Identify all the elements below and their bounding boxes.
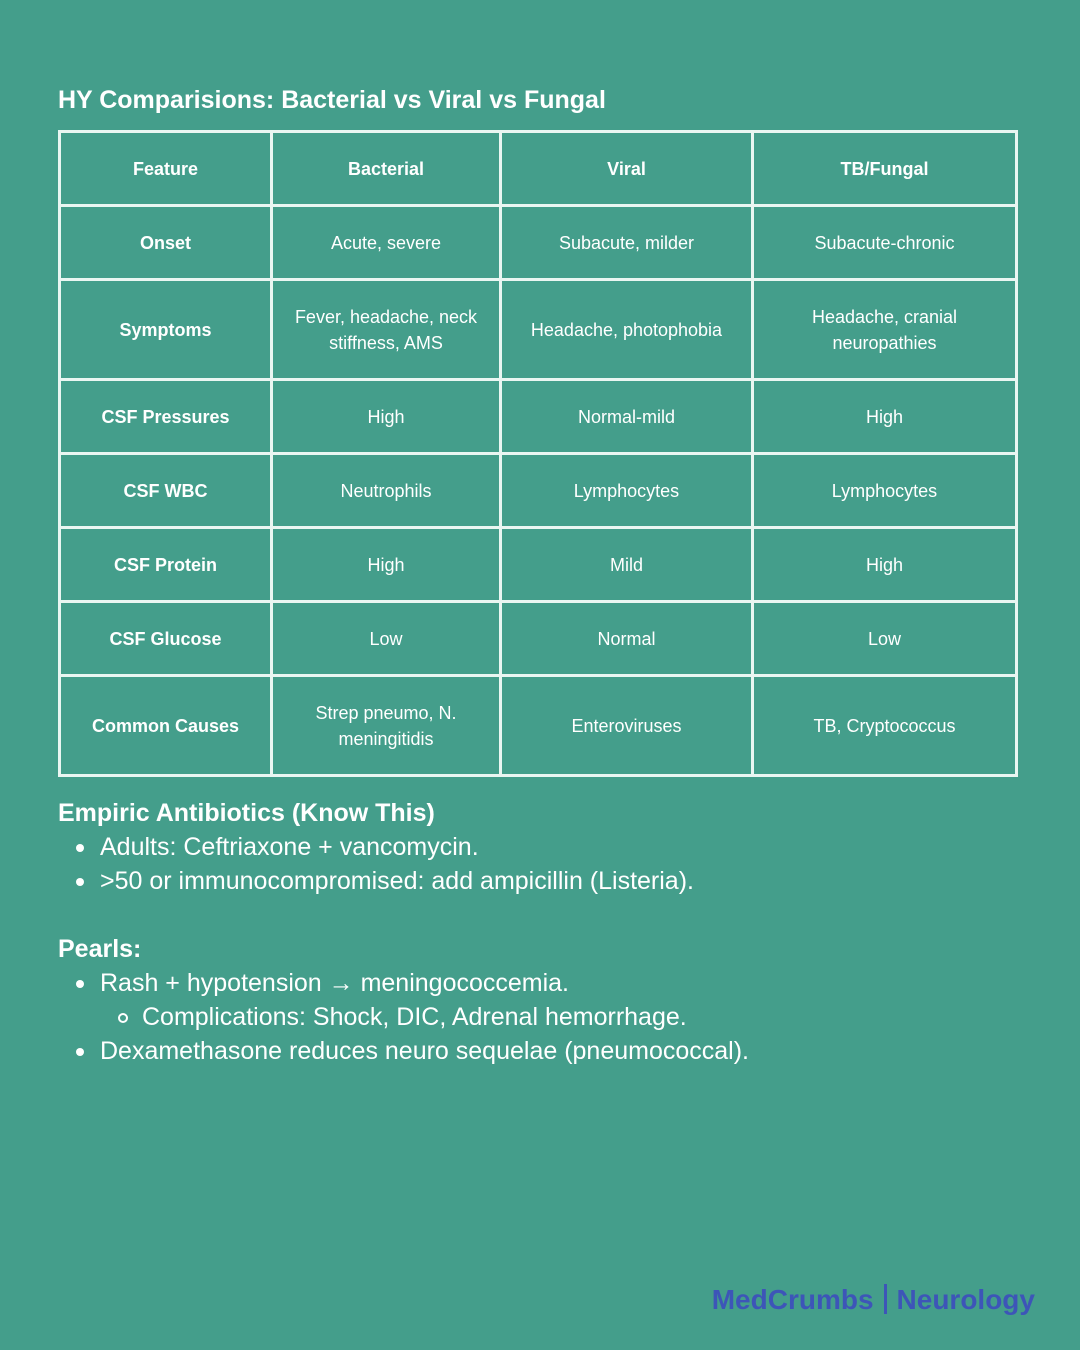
table-header-row bbox=[60, 132, 1017, 206]
empiric-list bbox=[58, 830, 1038, 898]
bacterial-cell: Strep pneumo, N. meningitidis bbox=[272, 676, 501, 776]
fungal-cell: Lymphocytes bbox=[753, 454, 1017, 528]
bacterial-cell: Fever, headache, neck stiffness, AMS bbox=[272, 280, 501, 380]
header-feature: Feature bbox=[60, 132, 272, 206]
feature-cell: CSF Protein bbox=[60, 528, 272, 602]
viral-cell: Subacute, milder bbox=[501, 206, 753, 280]
list-item-text: >50 or immunocompromised: add ampicillin (Listeria). bbox=[100, 867, 694, 895]
feature-cell: Common Causes bbox=[60, 676, 272, 776]
hollow-bullet-icon bbox=[118, 1013, 128, 1023]
list-item bbox=[58, 830, 1038, 864]
table-row bbox=[60, 528, 1017, 602]
feature-cell: Symptoms bbox=[60, 280, 272, 380]
bacterial-cell: Neutrophils bbox=[272, 454, 501, 528]
bacterial-cell: Low bbox=[272, 602, 501, 676]
fungal-cell: High bbox=[753, 380, 1017, 454]
bacterial-cell: High bbox=[272, 380, 501, 454]
bullet-icon bbox=[76, 844, 84, 852]
list-item bbox=[58, 966, 1038, 1000]
comparison-table bbox=[58, 130, 1018, 777]
brand-divider bbox=[884, 1284, 887, 1314]
fungal-cell: Subacute-chronic bbox=[753, 206, 1017, 280]
table-row bbox=[60, 380, 1017, 454]
header-bacterial: Bacterial bbox=[272, 132, 501, 206]
pearls-list bbox=[58, 966, 1038, 1068]
bullet-icon bbox=[76, 878, 84, 886]
list-item-text: Rash + hypotension → meningococcemia. bbox=[100, 969, 570, 997]
viral-cell: Lymphocytes bbox=[501, 454, 753, 528]
bacterial-cell: High bbox=[272, 528, 501, 602]
viral-cell: Mild bbox=[501, 528, 753, 602]
table-row bbox=[60, 280, 1017, 380]
list-item-text: Adults: Ceftriaxone + vancomycin. bbox=[100, 833, 479, 861]
fungal-cell: High bbox=[753, 528, 1017, 602]
table-row bbox=[60, 676, 1017, 776]
list-item-text: Complications: Shock, DIC, Adrenal hemorrhage. bbox=[142, 1003, 687, 1031]
bullet-icon bbox=[76, 980, 84, 988]
viral-cell: Enteroviruses bbox=[501, 676, 753, 776]
fungal-cell: Low bbox=[753, 602, 1017, 676]
bacterial-cell: Acute, severe bbox=[272, 206, 501, 280]
viral-cell: Headache, photophobia bbox=[501, 280, 753, 380]
list-item-text: Dexamethasone reduces neuro sequelae (pneumococcal). bbox=[100, 1037, 749, 1065]
bullet-icon bbox=[76, 1048, 84, 1056]
brand-topic: Neurology bbox=[896, 1284, 1035, 1315]
table-row bbox=[60, 206, 1017, 280]
list-item bbox=[58, 864, 1038, 898]
fungal-cell: TB, Cryptococcus bbox=[753, 676, 1017, 776]
header-viral: Viral bbox=[501, 132, 753, 206]
empiric-heading: Empiric Antibiotics (Know This) bbox=[58, 799, 435, 827]
table-row bbox=[60, 602, 1017, 676]
empiric-antibiotics-section bbox=[58, 796, 1038, 898]
table-row bbox=[60, 454, 1017, 528]
fungal-cell: Headache, cranial neuropathies bbox=[753, 280, 1017, 380]
list-item bbox=[58, 1034, 1038, 1068]
pearls-section bbox=[58, 932, 1038, 1068]
pearls-heading: Pearls: bbox=[58, 935, 142, 963]
brand-footer bbox=[712, 1282, 1035, 1318]
sub-list-item bbox=[58, 1000, 1038, 1034]
viral-cell: Normal-mild bbox=[501, 380, 753, 454]
feature-cell: Onset bbox=[60, 206, 272, 280]
brand-name: MedCrumbs bbox=[711, 1284, 874, 1315]
header-fungal: TB/Fungal bbox=[753, 132, 1017, 206]
feature-cell: CSF WBC bbox=[60, 454, 272, 528]
viral-cell: Normal bbox=[501, 602, 753, 676]
feature-cell: CSF Pressures bbox=[60, 380, 272, 454]
feature-cell: CSF Glucose bbox=[60, 602, 272, 676]
page-title: HY Comparisions: Bacterial vs Viral vs Fungal bbox=[58, 86, 606, 114]
